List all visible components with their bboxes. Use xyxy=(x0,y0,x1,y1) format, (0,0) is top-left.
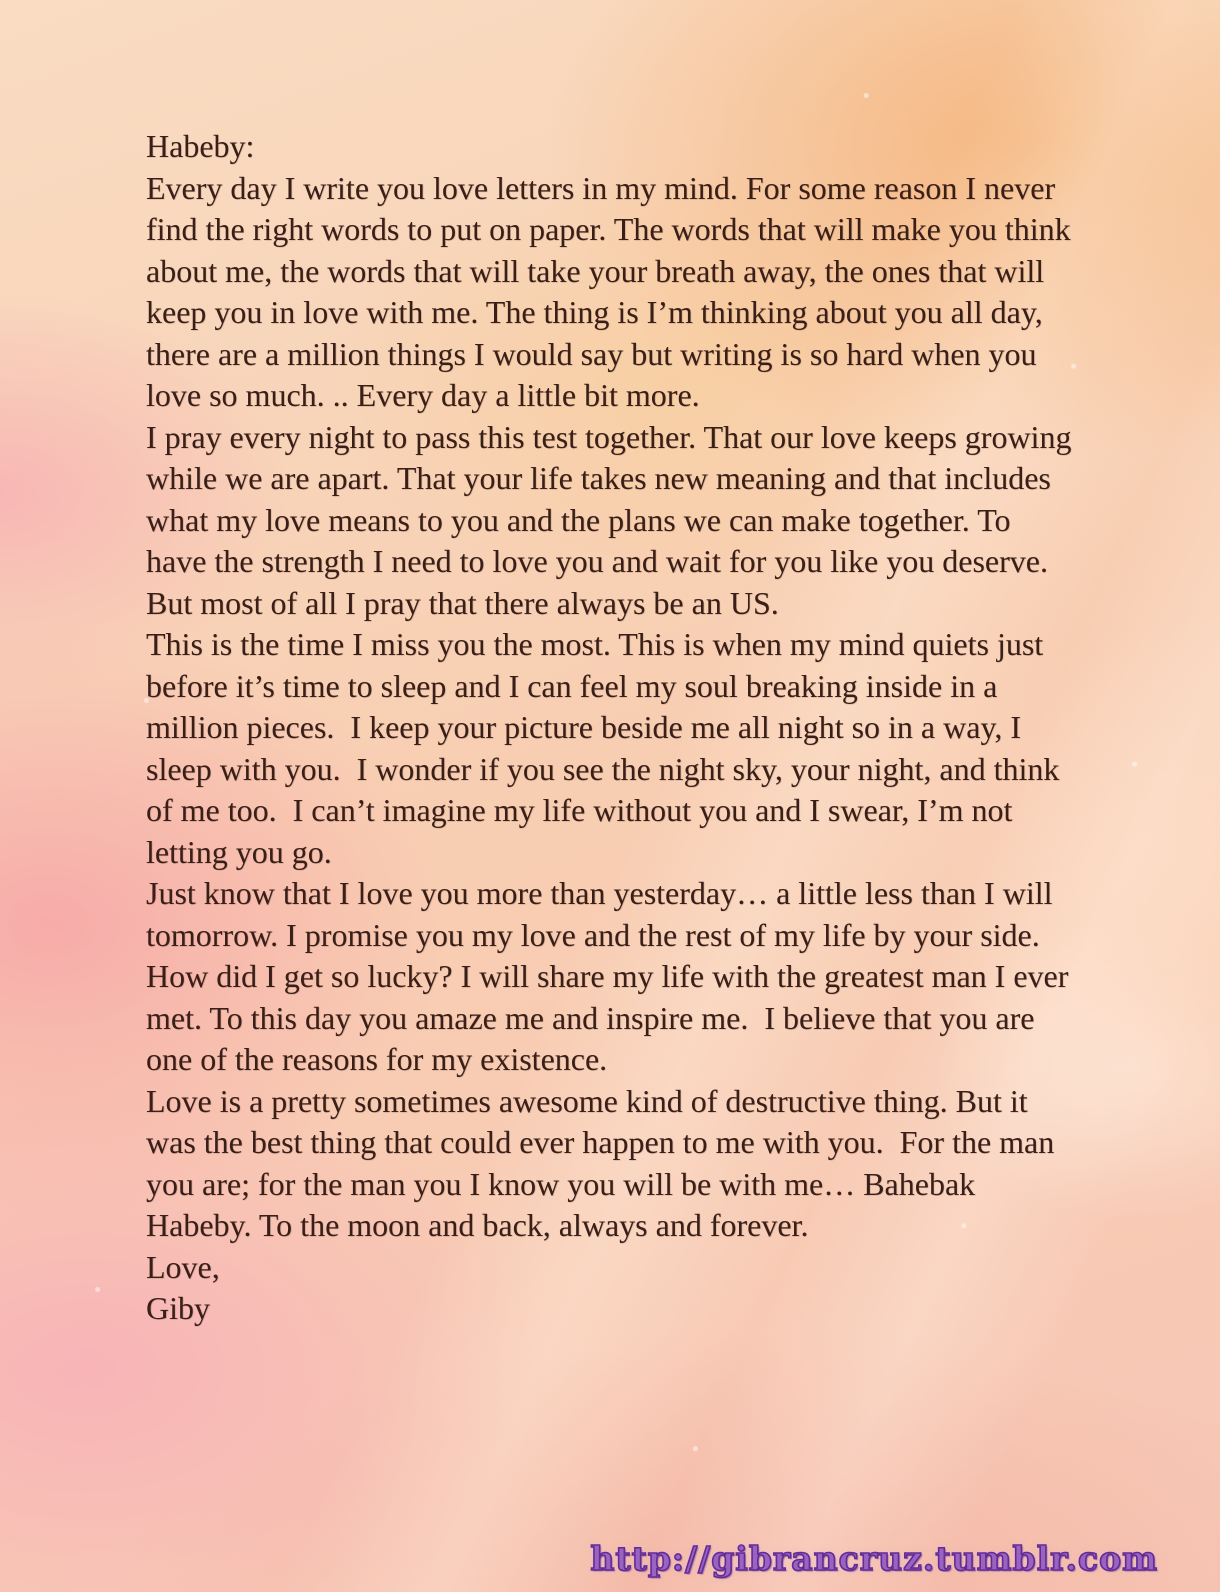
letter-salutation: Habeby: xyxy=(146,128,255,164)
letter-paragraph: This is the time I miss you the most. This is when my mind quiets just before it’s time to sleep and I can feel my soul breaking inside in a million pieces. I keep your picture beside me all night so in a way, I sleep with you. I wonder if you see the night sky, your night, and think of me too. I can’t imagine my life without you and I swear, I’m not letting you go. xyxy=(146,626,1068,870)
letter-signature: Giby xyxy=(146,1290,210,1326)
letter-paragraph: I pray every night to pass this test together. That our love keeps growing while we are apart. That your life takes new meaning and that includes what my love means to you and the plans we can make together. To have the strength I need to love you and wait for you like you deserve. But most of all I pray that there always be an US. xyxy=(146,418,1080,621)
letter-body xyxy=(146,126,1078,1330)
letter-paragraph: Just know that I love you more than yesterday… a little less than I will tomorrow. I promise you my love and the rest of my life by your side. How did I get so lucky? I will share my life with the greatest man I ever met. To this day you amaze me and inspire me. I believe that you are one of the reasons for my existence. xyxy=(146,875,1077,1077)
tumblr-url-watermark: http://gibrancruz.tumblr.com xyxy=(590,1539,1158,1578)
letter-paragraph: Love is a pretty sometimes awesome kind of destructive thing. But it was the best thing that could ever happen to me with you. For the man you are; for the man you I know you will be with me… Bahebak Habeby. To the moon and back, always and forever. xyxy=(146,1082,1063,1243)
letter-paragraph: Every day I write you love letters in my mind. For some reason I never find the right words to put on paper. The words that will make you think about me, the words that will take your breath away, the ones that will keep you in love with me. The thing is I’m thinking about you all day, there are a million things I would say but writing is so hard when you love so much. .. Every day a little bit more. xyxy=(146,169,1079,413)
letter-closing: Love, xyxy=(146,1248,220,1285)
